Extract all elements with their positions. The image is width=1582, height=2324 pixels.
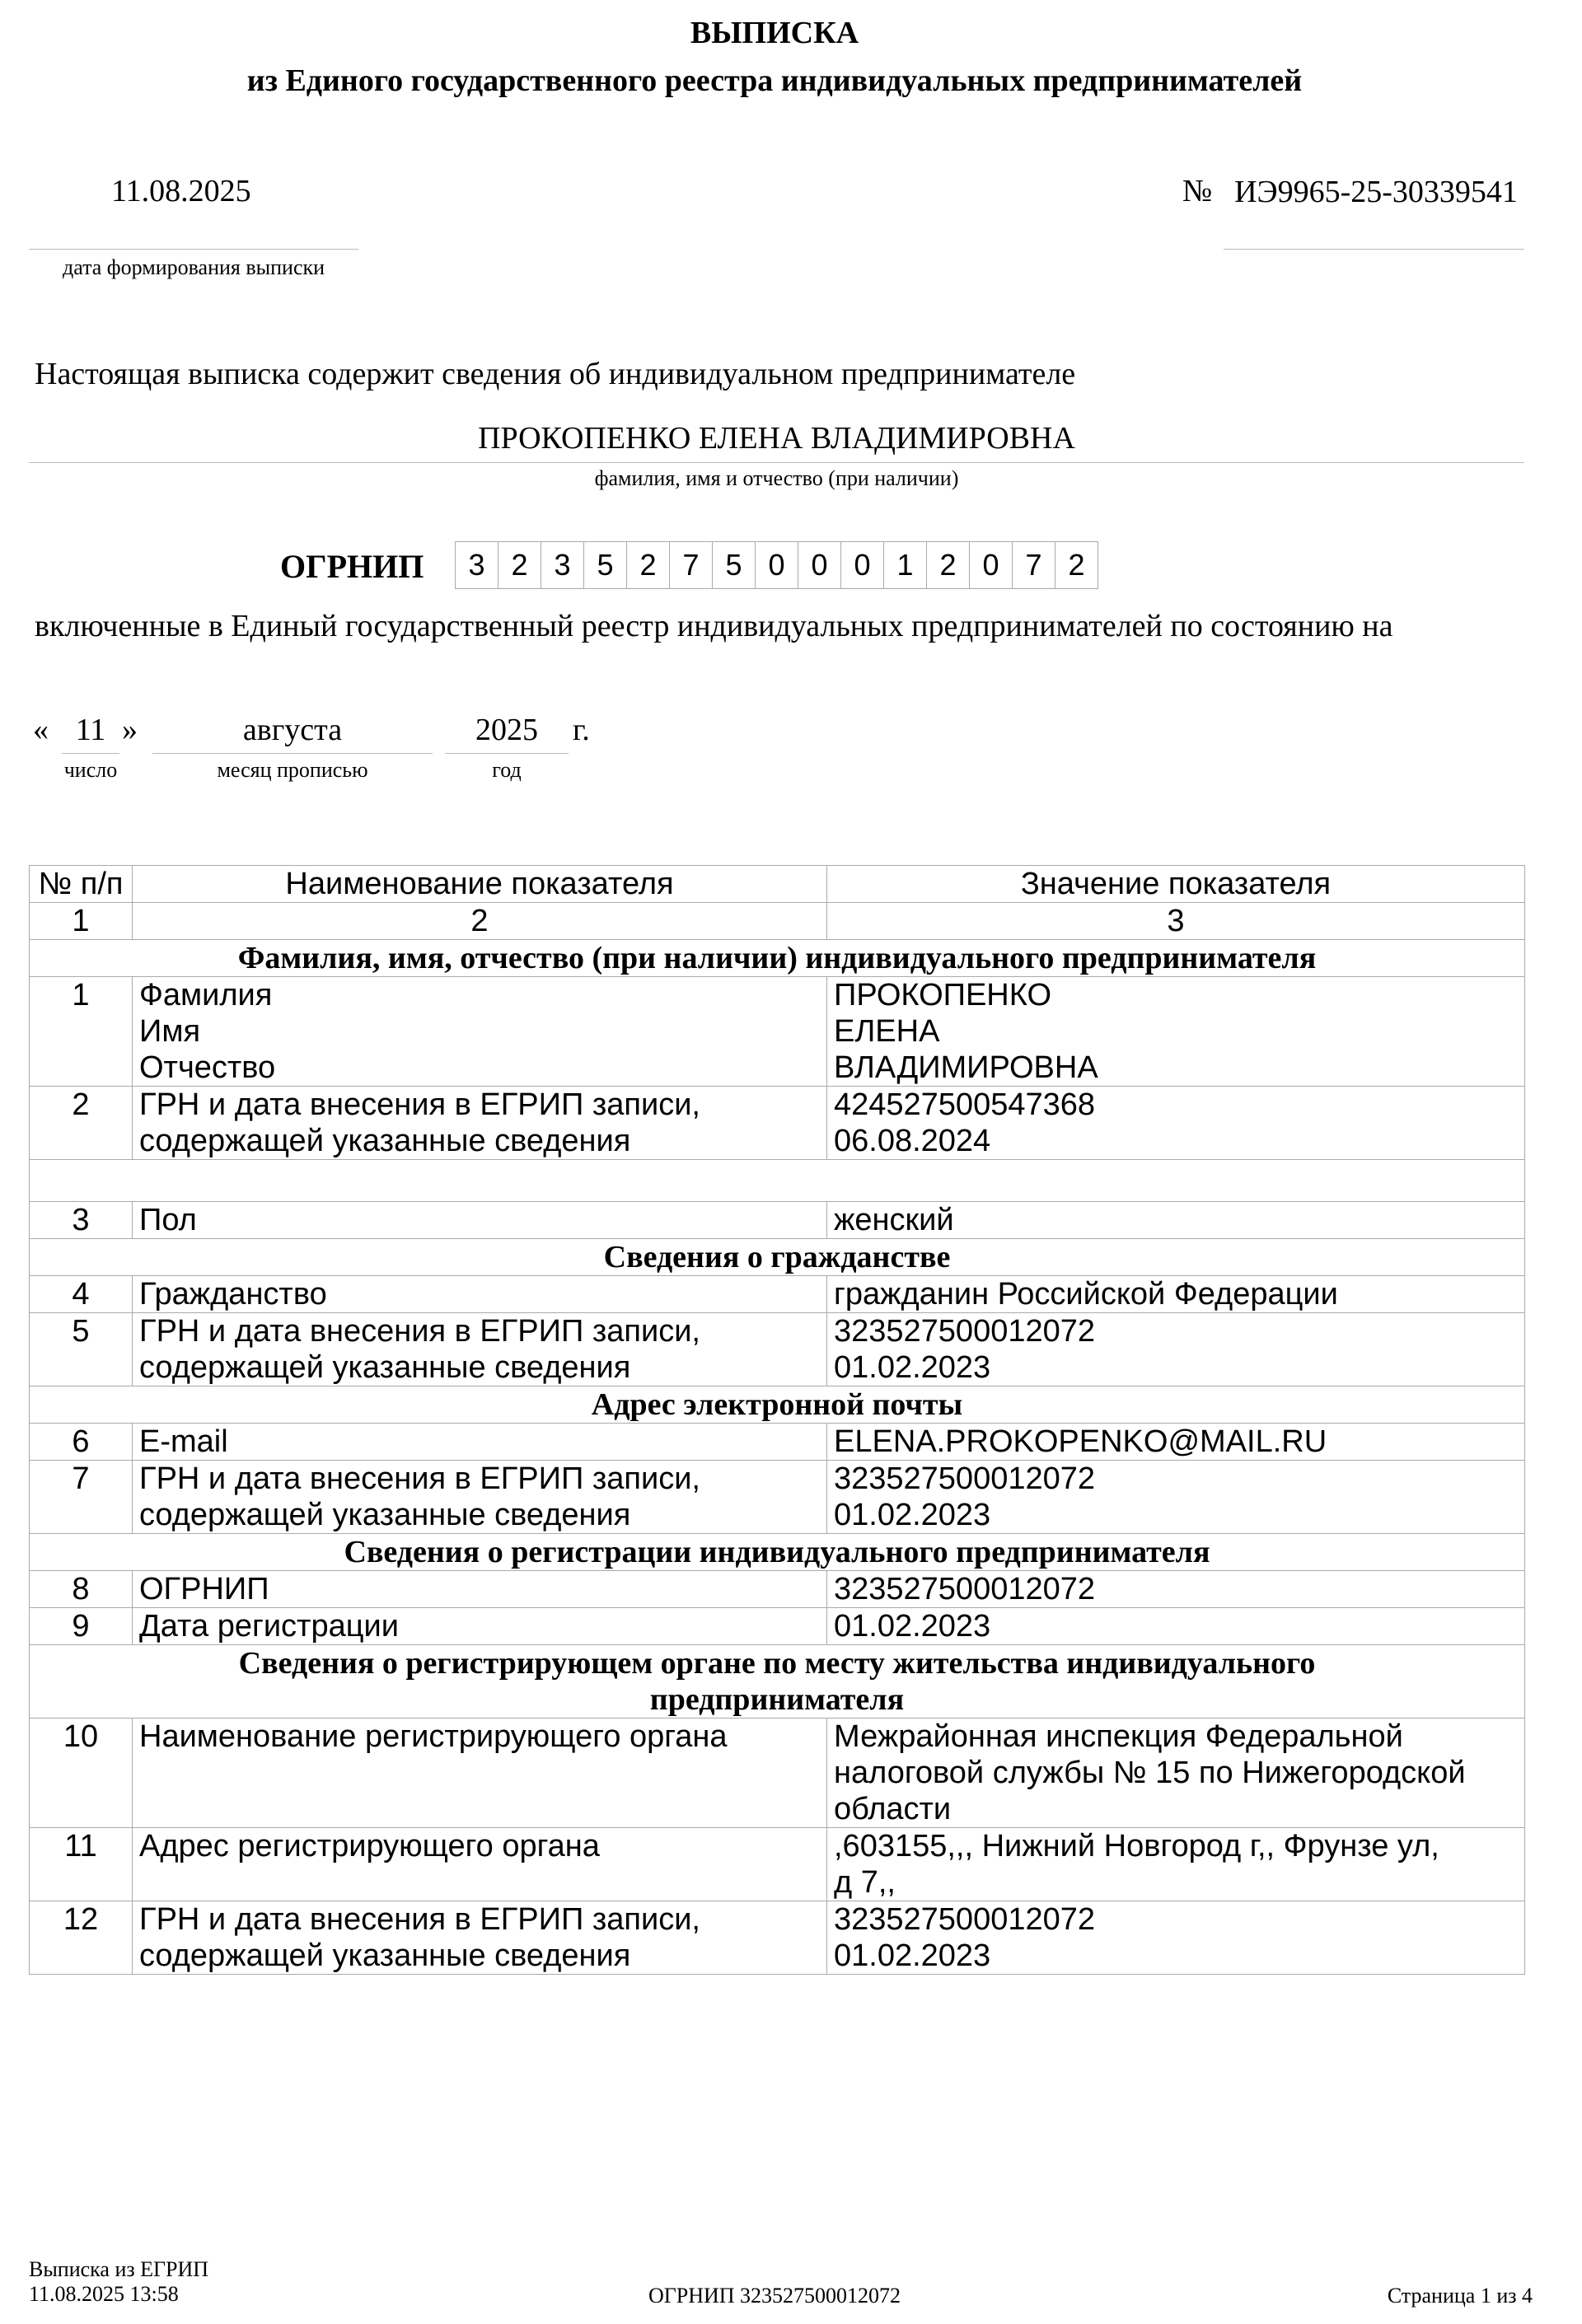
row-number: 10 [30, 1718, 133, 1828]
ogrnip-digit-boxes [455, 541, 1098, 589]
row-name: Пол [133, 1202, 827, 1239]
issue-date: 11.08.2025 [111, 174, 251, 208]
col-header-name: Наименование показателя [133, 866, 827, 903]
day-underline [62, 753, 119, 754]
table-row [30, 1608, 1525, 1645]
ogrnip-digit: 3 [455, 541, 498, 589]
row-name: Адрес регистрирующего органа [133, 1828, 827, 1901]
year-caption: год [492, 758, 522, 782]
name-caption: фамилия, имя и отчество (при наличии) [594, 466, 959, 490]
row-name: ГРН и дата внесения в ЕГРИП записи, содержащей указанные сведения [133, 1461, 827, 1534]
row-number: 11 [30, 1828, 133, 1901]
section-heading: Сведения о регистрации индивидуального предпринимателя [30, 1534, 1525, 1571]
close-quote: » [122, 713, 138, 747]
document-subtitle: из Единого государственного реестра индивидуальных предпринимателей [246, 63, 1303, 98]
row-value: ,603155,,, Нижний Новгород г,, Фрунзе ул, д 7,, [827, 1828, 1525, 1901]
number-sign: № [1182, 174, 1213, 208]
table-header-row [30, 866, 1525, 903]
table-row [30, 1571, 1525, 1608]
table-row [30, 1313, 1525, 1386]
section-heading: Фамилия, имя, отчество (при наличии) индивидуального предпринимателя [30, 940, 1525, 977]
footer-doc-name: Выписка из ЕГРИП [29, 2257, 209, 2281]
as-of-month: августа [242, 713, 343, 747]
date-caption: дата формирования выписки [62, 255, 325, 279]
col-header-value: Значение показателя [827, 866, 1525, 903]
ogrnip-digit: 2 [926, 541, 970, 589]
col-number: 1 [30, 903, 133, 940]
row-value: ПРОКОПЕНКО ЕЛЕНА ВЛАДИМИРОВНА [827, 977, 1525, 1087]
row-value: 323527500012072 01.02.2023 [827, 1313, 1525, 1386]
row-value: 323527500012072 01.02.2023 [827, 1901, 1525, 1975]
table-row [30, 1718, 1525, 1828]
col-number: 3 [827, 903, 1525, 940]
ogrnip-digit: 1 [883, 541, 927, 589]
ogrnip-digit: 2 [1055, 541, 1098, 589]
footer-page-number: Страница 1 из 4 [1387, 2284, 1533, 2308]
ogrnip-digit: 5 [712, 541, 756, 589]
row-value: гражданин Российской Федерации [827, 1276, 1525, 1313]
column-number-row [30, 903, 1525, 940]
row-name: E-mail [133, 1424, 827, 1461]
section-heading: Сведения о гражданстве [30, 1239, 1525, 1276]
table-row [30, 1087, 1525, 1160]
col-header-number: № п/п [30, 866, 133, 903]
ogrnip-digit: 0 [840, 541, 884, 589]
number-underline [1224, 249, 1524, 250]
row-value: 323527500012072 01.02.2023 [827, 1461, 1525, 1534]
ogrnip-digit: 3 [541, 541, 584, 589]
row-name: Гражданство [133, 1276, 827, 1313]
day-caption: число [63, 758, 118, 782]
row-value: ELENA.PROKOPENKO@MAIL.RU [827, 1424, 1525, 1461]
document-title: ВЫПИСКА [690, 16, 859, 50]
intro-text: Настоящая выписка содержит сведения об индивидуальном предпринимателе [35, 357, 1076, 391]
year-underline [445, 753, 569, 754]
table-row [30, 1901, 1525, 1975]
month-caption: месяц прописью [217, 758, 368, 782]
ogrnip-digit: 0 [755, 541, 798, 589]
row-name: ГРН и дата внесения в ЕГРИП записи, содержащей указанные сведения [133, 1313, 827, 1386]
ogrnip-digit: 7 [1012, 541, 1055, 589]
row-name: ГРН и дата внесения в ЕГРИП записи, содержащей указанные сведения [133, 1901, 827, 1975]
row-number: 9 [30, 1608, 133, 1645]
section-heading: Сведения о регистрирующем органе по месту жительства индивидуального предпринимателя [30, 1645, 1525, 1718]
entrepreneur-name: ПРОКОПЕНКО ЕЛЕНА ВЛАДИМИРОВНА [478, 421, 1075, 456]
section-heading: Адрес электронной почты [30, 1386, 1525, 1424]
col-number: 2 [133, 903, 827, 940]
table-row [30, 1828, 1525, 1901]
month-underline [152, 753, 433, 754]
as-of-day: 11 [75, 713, 106, 747]
row-number: 12 [30, 1901, 133, 1975]
ogrnip-digit: 0 [798, 541, 841, 589]
row-number: 7 [30, 1461, 133, 1534]
ogrnip-label: ОГРНИП [280, 548, 424, 585]
row-number: 2 [30, 1087, 133, 1160]
row-name: Наименование регистрирующего органа [133, 1718, 827, 1828]
included-text: включенные в Единый государственный реестр индивидуальных предпринимателей по состоянию на [35, 609, 1393, 643]
date-underline [29, 249, 358, 250]
ogrnip-digit: 2 [626, 541, 670, 589]
row-number: 4 [30, 1276, 133, 1313]
as-of-year: 2025 [475, 713, 538, 747]
table-row [30, 1202, 1525, 1239]
table-row [30, 1461, 1525, 1534]
ogrnip-digit: 2 [498, 541, 541, 589]
row-name: Фамилия Имя Отчество [133, 977, 827, 1087]
row-value: 424527500547368 06.08.2024 [827, 1087, 1525, 1160]
footer-ogrnip: ОГРНИП 323527500012072 [648, 2284, 901, 2308]
open-quote: « [33, 713, 49, 747]
row-name: ГРН и дата внесения в ЕГРИП записи, содержащей указанные сведения [133, 1087, 827, 1160]
row-value: 323527500012072 [827, 1571, 1525, 1608]
row-value: 01.02.2023 [827, 1608, 1525, 1645]
row-number: 3 [30, 1202, 133, 1239]
row-name: ОГРНИП [133, 1571, 827, 1608]
ogrnip-digit: 5 [583, 541, 627, 589]
year-suffix: г. [573, 713, 590, 747]
row-name: Дата регистрации [133, 1608, 827, 1645]
table-row [30, 1424, 1525, 1461]
table-row [30, 1276, 1525, 1313]
row-number: 5 [30, 1313, 133, 1386]
ogrnip-digit: 0 [969, 541, 1013, 589]
row-number: 6 [30, 1424, 133, 1461]
row-number: 1 [30, 977, 133, 1087]
row-number: 8 [30, 1571, 133, 1608]
row-value: Межрайонная инспекция Федеральной налоговой службы № 15 по Нижегородской области [827, 1718, 1525, 1828]
empty-row [30, 1160, 1525, 1202]
ogrnip-digit: 7 [669, 541, 713, 589]
name-underline [29, 462, 1524, 463]
data-table [29, 865, 1525, 1975]
row-value: женский [827, 1202, 1525, 1239]
extract-number: ИЭ9965-25-30339541 [1234, 175, 1518, 209]
table-row [30, 977, 1525, 1087]
footer-timestamp: 11.08.2025 13:58 [29, 2282, 179, 2306]
